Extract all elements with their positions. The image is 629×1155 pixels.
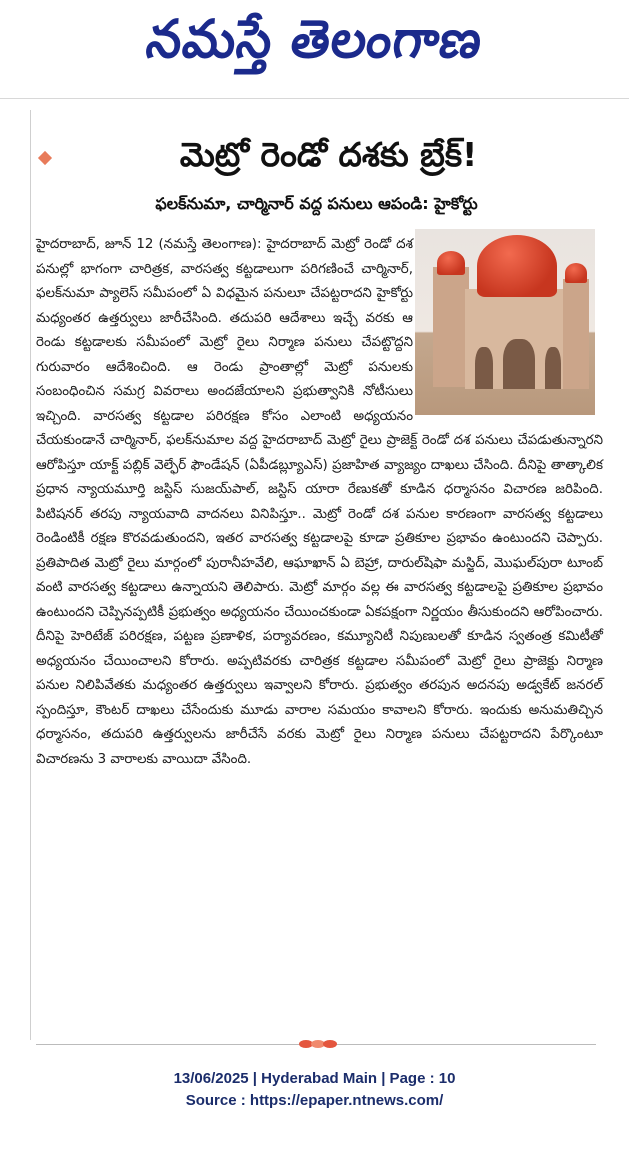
footer-ornament-icon [295, 1037, 335, 1051]
article-subheadline: ఫలక్‌నుమా, చార్మినార్ వద్ద పనులు ఆపండి: హైకోర్టు [155, 194, 478, 213]
masthead [0, 0, 629, 90]
ornament-petal [323, 1040, 337, 1048]
article-body [36, 233, 603, 772]
headline-row [30, 125, 603, 185]
footer-source-link[interactable]: Source : https://epaper.ntnews.com/ [185, 1092, 444, 1109]
footer-edition-info: 13/06/2025 | Hyderabad Main | Page : 10 [173, 1070, 456, 1087]
masthead-title: నమస్తే తెలంగాణ [142, 8, 487, 70]
article-body-text: హైదరాబాద్, జూన్ 12 (నమస్తే తెలంగాణ): హైదరాబాద్ మెట్రో రెండో దశ పనుల్లో భాగంగా చారిత్రక, వారసత్వ కట్టడాలుగా పరిగణించే చార్మినార్, ఫలక్‌నుమా ప్యాలెస్ సమీపంలో ఏ విధమైన పనులూ చేపట్టరాదని హైకోర్టు మధ్యంతర ఉత్తర్వులు జారీచేసింది. తదుపరి ఆదేశాలు ఇచ్చే వరకు ఆ రెండు కట్టడాలకు సమీపంలో మెట్రో రైలు నిర్మాణ పనులు చేపట్టొద్దని గురువారం ఆదేశించింది. ఆ రెండు ప్రాంతాల్లో మెట్రో పనులకు సంబంధించిన సమగ్ర వివరాలు అందజేయాలని ప్రభుత్వానికి నోటీసులు ఇచ్చింది. వారసత్వ కట్టడాల పరిరక్షణ కోసం ఎలాంటి అధ్యయనం చేయకుండానే చార్మినార్, ఫలక్‌నుమాల వద్ద హైదరాబాద్ మెట్రో రైలు ప్రాజెక్ట్ రెండో దశ పనులు చేపడుతున్నారని ఆరోపిస్తూ యాక్ట్ పబ్లిక్ వెల్ఫేర్ ఫౌండేషన్ (ఏపీడబ్ల్యూఎస్) ప్రజాహిత వ్యాజ్యం దాఖలు చేసింది. దీనిపై తాత్కాలిక ప్రధాన న్యాయమూర్తి జస్టిస్ సుజయ్‌పాల్, జస్టిస్ యారా రేణుకతో కూడిన ధర్మాసనం విచారణ జరిపింది. పిటిషనర్ తరపు న్యాయవాది వాదనలు వినిపిస్తూ.. మెట్రో రెండో దశ పనుల కారణంగా వారసత్వ కట్టడాలు రెండింటికీ రక్షణ కొరవడుతుందని, ఇతర వారసత్వ కట్టడాలపై కూడా ప్రతికూల ప్రభావం ఉంటుందని చెప్పారు. ప్రతిపాదిత మెట్రో రైలు మార్గంలో పురానీహవేలి, ఆఘాఖాన్ ఏ బెహ్రా, దారుల్‌షిఫా మస్జిద్, మొఘల్‌పురా టూంబ్ వంటి వారసత్వ కట్టడాలు ఉన్నాయని తెలిపారు. మెట్రో మార్గం వల్ల ఈ వారసత్వ కట్టడాలపై ప్రతికూల ప్రభావం ఉంటుందని చెప్పినప్పటికీ ప్రభుత్వం అధ్యయనం చేయించకుండా ఏకపక్షంగా నిర్ణయం తీసుకుందని ఆరోపించారు. దీనిపై హెరిటేజ్ పరిరక్షణ, పట్టణ ప్రణాళిక, పర్యావరణం, కమ్యూనిటీ నిపుణులతో కూడిన స్వతంత్ర కమిటీతో అధ్యయనం చేయించాలని కోరారు. అప్పటివరకు చారిత్రక కట్టడాల సమీపంలో మెట్రో రైలు ప్రాజెక్టు నిర్మాణ పనుల నిలిపివేతకు మధ్యంతర ఉత్తర్వులు ఇవ్వాలని కోరారు. ప్రభుత్వం తరపున అదనపు అడ్వకేట్ జనరల్ స్పందిస్తూ, కౌంటర్ దాఖలు చేసేందుకు మూడు వారాల సమయం కావాలని కోరారు. ఇందుకు అనుమతిచ్చిన ధర్మాసనం, తదుపరి ఉత్తర్వులను జారీచేసే వరకు మెట్రో రైలు నిర్మాణ పనులు చేపట్టరాదని పేర్కొంటూ విచారణను 3 వారాలకు వాయిదా వేసింది. [36, 237, 603, 767]
article-headline: మెట్రో రెండో దశకు బ్రేక్! [179, 135, 478, 174]
diamond-bullet-icon [38, 151, 52, 165]
article [30, 105, 603, 1155]
photo-wrap-spacer [413, 233, 603, 419]
masthead-divider [0, 98, 629, 99]
